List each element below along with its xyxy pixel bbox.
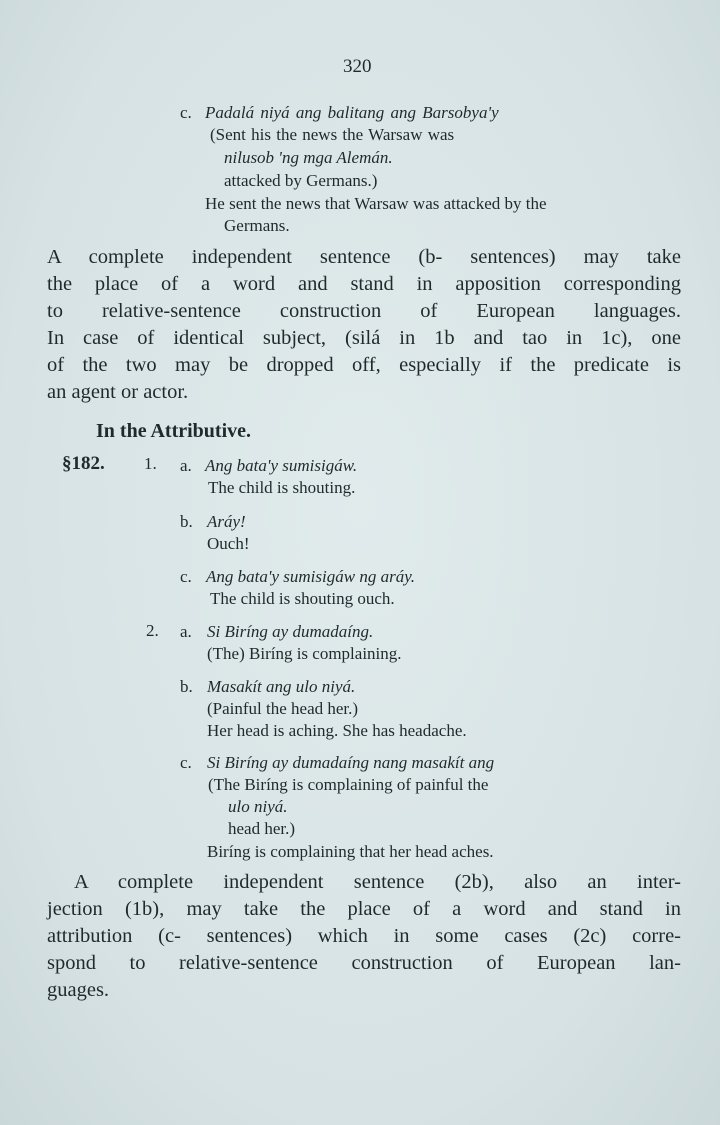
example-c-tagalog-2: nilusob 'ng mga Alemán. — [224, 148, 393, 167]
example-c-label: c. — [180, 103, 192, 122]
example-label: a. — [180, 622, 192, 641]
example-gloss-2: head her.) — [228, 819, 296, 838]
example-c-translation: He sent the news that Warsaw was attacked by the — [205, 194, 547, 213]
paragraph-line: an agent or actor. — [47, 381, 189, 403]
example-label: b. — [180, 512, 193, 531]
group-number: 1. — [144, 454, 157, 473]
paragraph-line: the place of a word and stand in apposition corresponding — [47, 273, 681, 295]
section-number: §182. — [62, 453, 105, 474]
example-c-translation-2: Germans. — [224, 216, 290, 235]
paragraph-apposition — [47, 244, 681, 406]
example-label: c. — [180, 567, 192, 586]
example-gloss: Ouch! — [207, 534, 250, 553]
example-label: c. — [180, 753, 192, 772]
group-number: 2. — [146, 621, 159, 640]
section-heading: In the Attributive. — [96, 420, 251, 442]
paragraph-line: of the two may be dropped off, especially if the predicate is — [47, 354, 681, 376]
example-c-gloss: (Sent his the news the Warsaw was — [210, 125, 455, 144]
paragraph-line: jection (1b), may take the place of a word and stand in — [47, 898, 681, 920]
paragraph-line: A complete independent sentence (2b), also an inter- — [74, 871, 681, 893]
paragraph-attribution — [47, 869, 681, 1004]
paragraph-line: In case of identical subject, (silá in 1b and tao in 1c), one — [47, 327, 681, 349]
example-c-tagalog: Padalá niyá ang balitang ang Barsobya'y — [205, 103, 499, 122]
example-c-gloss-2: attacked by Germans.) — [224, 171, 378, 190]
example-translation: Biríng is complaining that her head aches. — [207, 842, 494, 861]
example-translation: Her head is aching. She has headache. — [207, 721, 467, 740]
paragraph-line: attribution (c- sentences) which in some cases (2c) corre- — [47, 925, 681, 947]
example-gloss: The child is shouting. — [208, 478, 356, 497]
example-tagalog: Masakít ang ulo niyá. — [207, 677, 356, 696]
example-gloss: (The Biríng is complaining of painful the — [208, 775, 489, 794]
example-gloss: The child is shouting ouch. — [210, 589, 395, 608]
example-tagalog: Ang bata'y sumisigáw ng aráy. — [206, 567, 416, 586]
paragraph-line: to relative-sentence construction of European languages. — [47, 300, 681, 322]
example-tagalog: Si Biríng ay dumadaíng nang masakít ang — [207, 753, 495, 772]
example-tagalog-2: ulo niyá. — [228, 797, 288, 816]
paragraph-line: A complete independent sentence (b- sentences) may take — [47, 246, 681, 268]
example-tagalog: Aráy! — [207, 512, 246, 531]
example-tagalog: Si Biríng ay dumadaíng. — [207, 622, 374, 641]
example-label: b. — [180, 677, 193, 696]
example-gloss: (Painful the head her.) — [207, 699, 359, 718]
page-number: 320 — [343, 56, 372, 77]
example-label: a. — [180, 456, 192, 475]
example-tagalog: Ang bata'y sumisigáw. — [205, 456, 358, 475]
example-gloss: (The) Biríng is complaining. — [207, 644, 402, 663]
paragraph-line: guages. — [47, 979, 110, 1001]
paragraph-line: spond to relative-sentence construction of European lan- — [47, 952, 681, 974]
